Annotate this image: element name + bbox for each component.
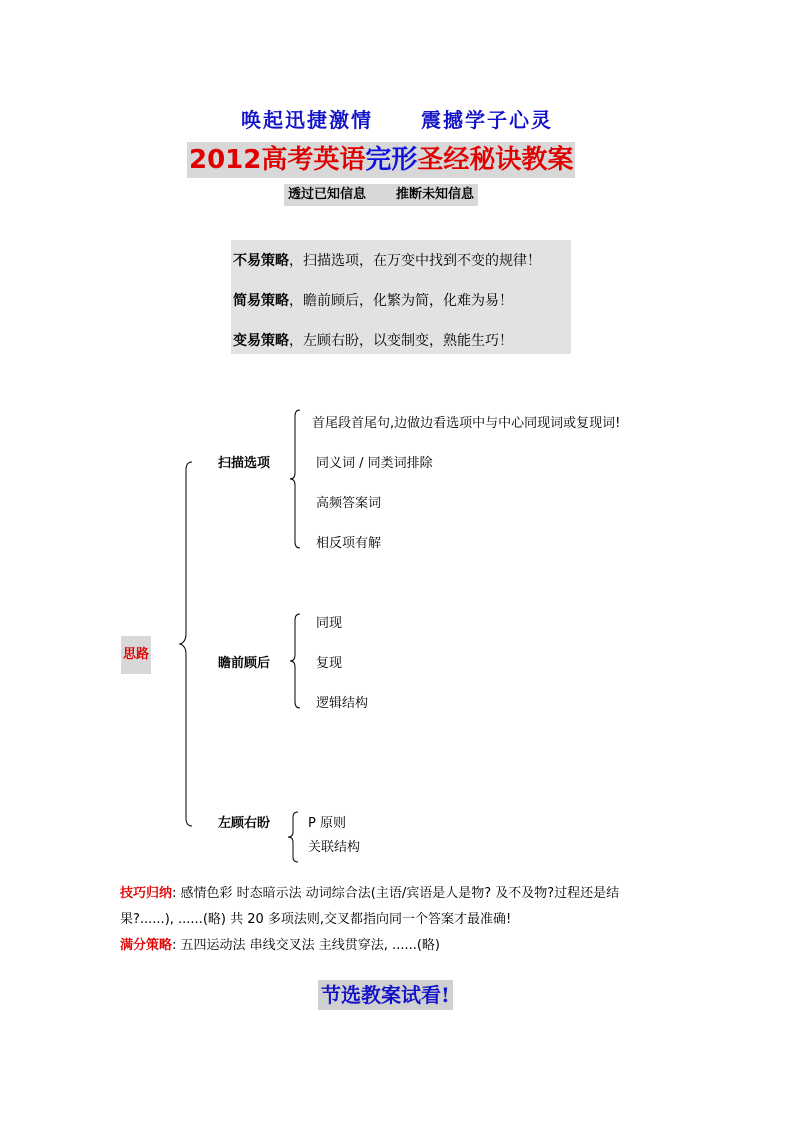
- subtitle: [284, 184, 478, 206]
- strategy-name: 不易策略: [233, 253, 289, 269]
- full-score-line: [120, 934, 440, 953]
- subtitle-right: 推断未知信息: [396, 187, 475, 202]
- techniques-label: 技巧归纳: [120, 886, 173, 901]
- techniques-line-1: [120, 882, 619, 901]
- branch-2-item: 复现: [316, 656, 343, 671]
- strategy-line: [233, 290, 513, 310]
- branch-1-item: 相反项有解: [316, 536, 382, 551]
- subtitle-left: 透过已知信息: [288, 187, 367, 202]
- strategy-text: ，瞻前顾后，化繁为简，化难为易！: [289, 293, 513, 309]
- footer-preview-notice: 节选教案试看!: [318, 980, 453, 1010]
- branch-label-scan-options: 扫描选项: [218, 456, 271, 471]
- page-title: [187, 142, 575, 178]
- slogan: [0, 104, 794, 133]
- branch-2-item: 同现: [316, 616, 343, 631]
- branch-label-look-left-right: 左顾右盼: [218, 816, 271, 831]
- branch-3-item: 关联结构: [308, 840, 361, 855]
- branch-3-brace: [286, 812, 300, 862]
- root-brace: [176, 462, 196, 826]
- root-node-siru: 思路: [121, 636, 151, 674]
- techniques-text-1: : 感情色彩 时态暗示法 动词综合法(主语/宾语是人是物? 及不及物?过程还是结: [172, 886, 620, 901]
- branch-1-item: 高频答案词: [316, 496, 382, 511]
- strategy-name: 变易策略: [233, 333, 289, 349]
- title-part-2: 完形: [365, 145, 418, 175]
- branch-3-item: P 原则: [308, 816, 346, 831]
- branch-2-item: 逻辑结构: [316, 696, 369, 711]
- slogan-right: 震撼学子心灵: [421, 108, 553, 132]
- title-part-3: 圣经秘诀教案: [417, 145, 574, 175]
- branch-2-brace: [288, 614, 302, 708]
- branch-1-item: 同义词 / 同类词排除: [316, 456, 433, 471]
- techniques-line-2: 果?......), ......(略) 共 20 多项法则,交叉都指向同一个答案才最准确!: [120, 912, 512, 927]
- strategy-line: [233, 250, 541, 270]
- full-score-label: 满分策略: [120, 938, 173, 953]
- branch-label-look-back-forth: 瞻前顾后: [218, 656, 271, 671]
- slogan-left: 唤起迅捷激情: [241, 108, 373, 132]
- strategy-line: [233, 330, 513, 350]
- title-part-1: 2012高考英语: [189, 145, 366, 175]
- strategy-text: ，左顾右盼，以变制变，熟能生巧！: [289, 333, 513, 349]
- branch-1-brace: [288, 410, 302, 548]
- strategy-text: ，扫描选项，在万变中找到不变的规律！: [289, 253, 541, 269]
- strategy-name: 简易策略: [233, 293, 289, 309]
- branch-1-item: 首尾段首尾句,边做边看选项中与中心同现词或复现词!: [312, 416, 621, 431]
- full-score-text: : 五四运动法 串线交叉法 主线贯穿法, ......(略): [172, 938, 440, 953]
